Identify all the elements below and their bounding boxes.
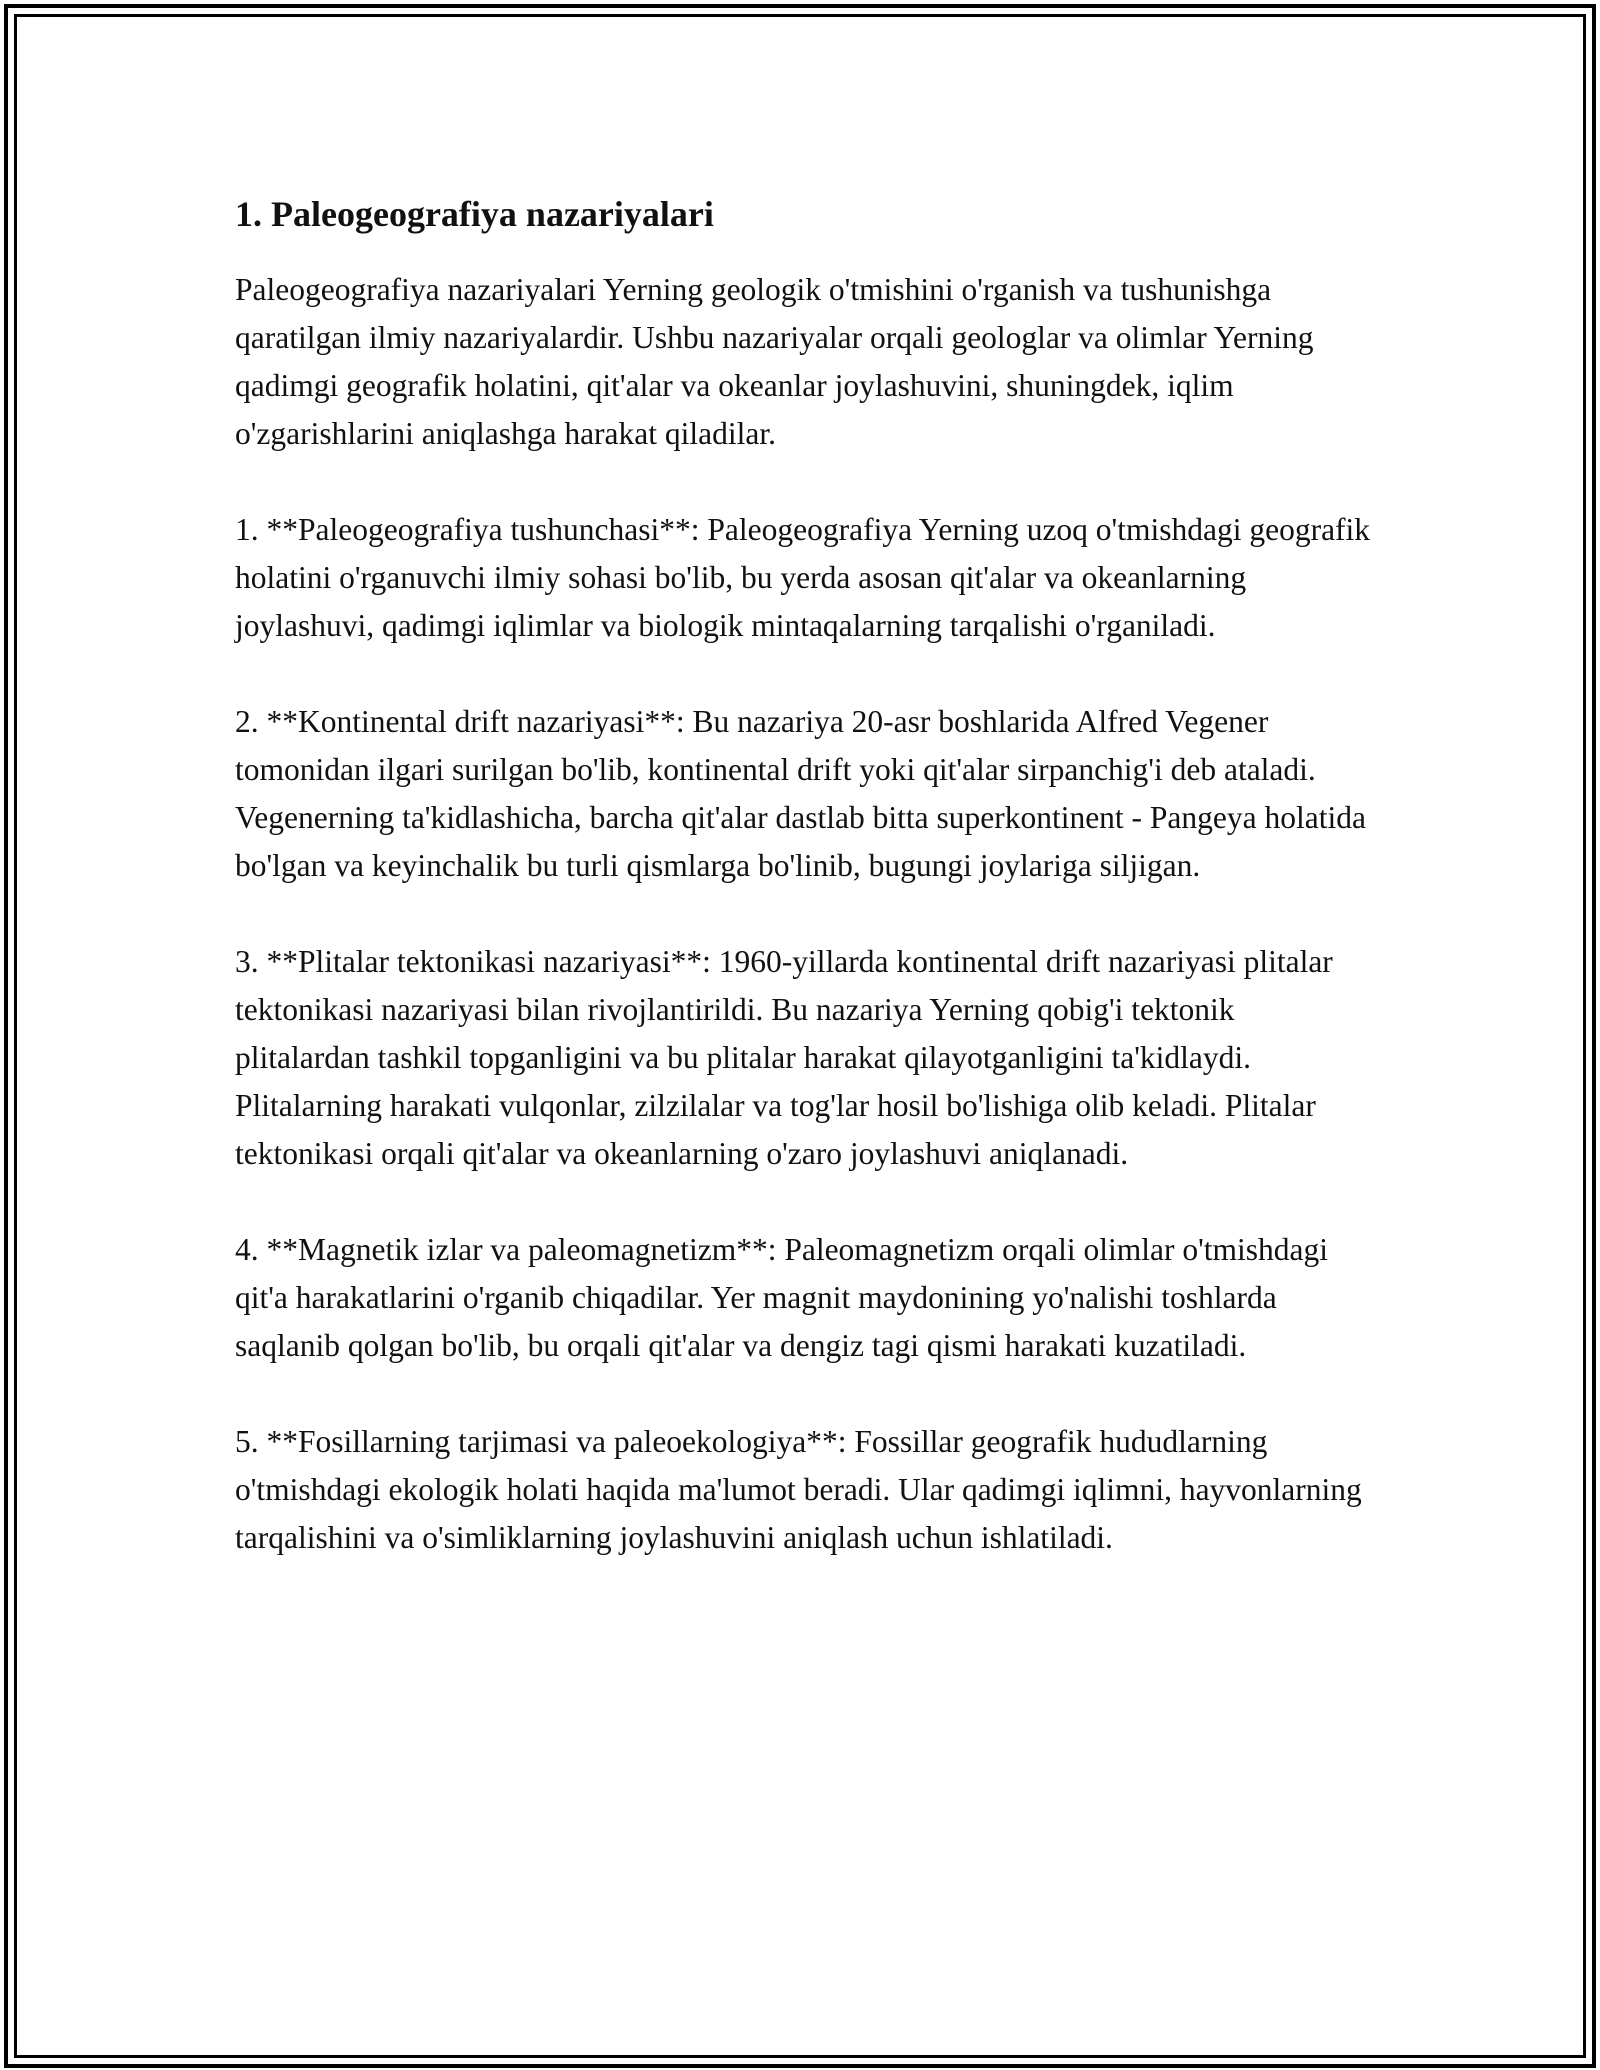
list-item-paleogeography-concept: 1. **Paleogeografiya tushunchasi**: Paleogeografiya Yerning uzoq o'tmishdagi geografik holatini o'rganuvchi ilmiy sohasi bo'lib, bu yerda asosan qit'alar va okeanlarning joylashuvi, qadimgi iqlimlar va biologik mintaqalarning tarqalishi o'rganiladi. <box>235 512 1371 643</box>
list-item-plate-tectonics: 3. **Plitalar tektonikasi nazariyasi**: 1960-yillarda kontinental drift nazariyasi plitalar tektonikasi nazariyasi bilan rivojlantirildi. Bu nazariya Yerning qobig'i tektonik plitalardan tashkil topganligini va bu plitalar harakat qilayotganligini ta'kidlaydi. Plitalarning harakati vulqonlar, zilzilalar va tog'lar hosil bo'lishiga olib keladi. Plitalar tektonikasi orqali qit'alar va okeanlarning o'zaro joylashuvi aniqlanadi. <box>235 944 1333 1171</box>
list-item-fossils-paleoecology: 5. **Fosillarning tarjimasi va paleoekologiya**: Fossillar geografik hududlarning o'tmishdagi ekologik holati haqida ma'lumot beradi. Ular qadimgi iqlimni, hayvonlarning tarqalishini va o'simliklarning joylashuvini aniqlash uchun ishlatiladi. <box>235 1424 1362 1555</box>
list-item-paleomagnetism: 4. **Magnetik izlar va paleomagnetizm**: Paleomagnetizm orqali olimlar o'tmishdagi qit'a harakatlarini o'rganib chiqadilar. Yer magnit maydonining yo'nalishi toshlarda saqlanib qolgan bo'lib, bu orqali qit'alar va dengiz tagi qismi harakati kuzatiladi. <box>235 1232 1329 1363</box>
section-title: 1. Paleogeografiya nazariyalari <box>235 194 714 234</box>
document-body <box>235 190 1375 1610</box>
list-item-continental-drift: 2. **Kontinental drift nazariyasi**: Bu nazariya 20-asr boshlarida Alfred Vegener tomonidan ilgari surilgan bo'lib, kontinental drift yoki qit'alar sirpanchig'i deb ataladi. Vegenerning ta'kidlashicha, barcha qit'alar dastlab bitta superkontinent - Pangeya holatida bo'lgan va keyinchalik bu turli qismlarga bo'linib, bugungi joylariga siljigan. <box>235 704 1366 883</box>
intro-paragraph: Paleogeografiya nazariyalari Yerning geologik o'tmishini o'rganish va tushunishga qaratilgan ilmiy nazariyalardir. Ushbu nazariyalar orqali geologlar va olimlar Yerning qadimgi geografik holatini, qit'alar va okeanlar joylashuvini, shuningdek, iqlim o'zgarishlarini aniqlashga harakat qiladilar. <box>235 272 1314 451</box>
